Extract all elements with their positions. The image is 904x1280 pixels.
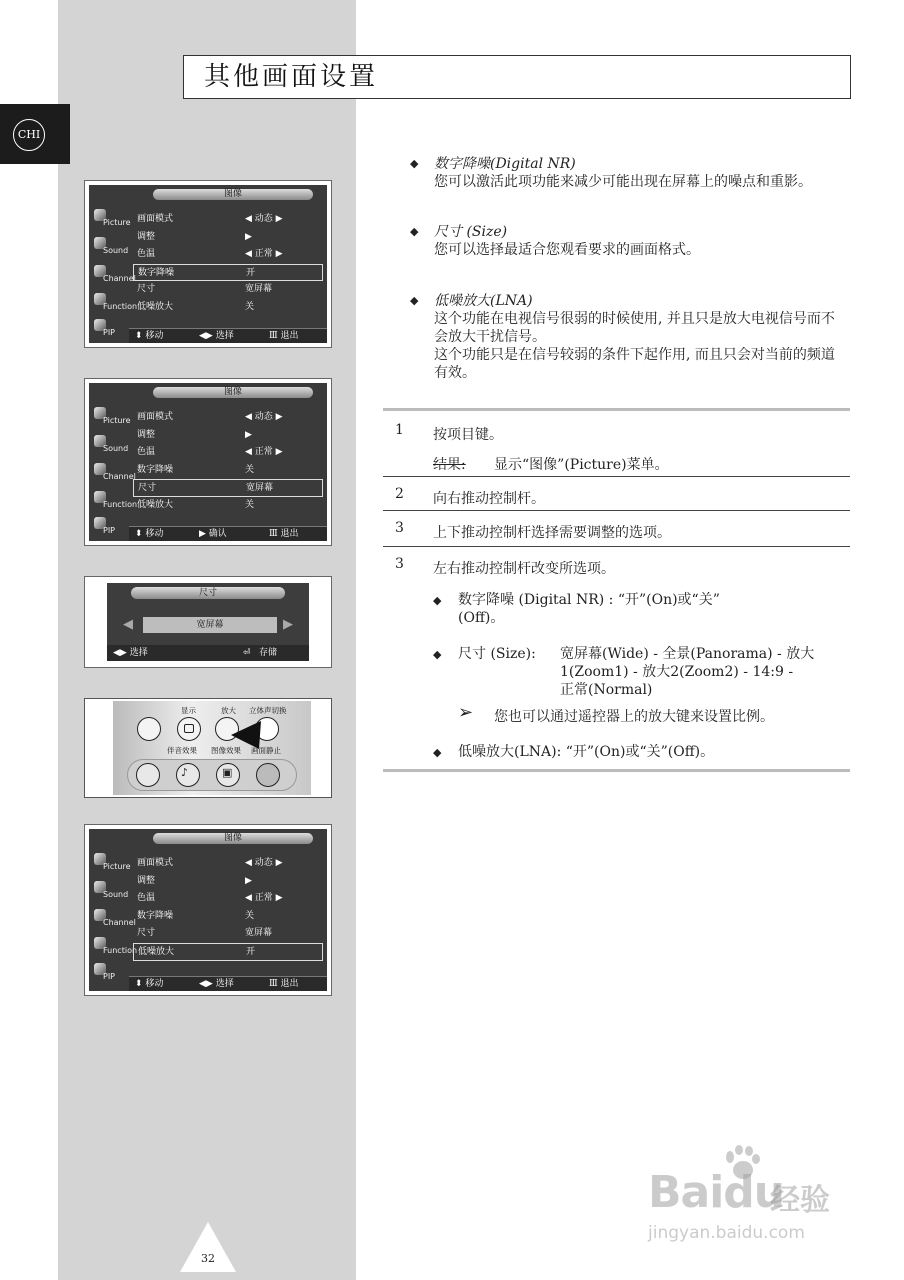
display-button [177,717,201,741]
label-zoom: 放大 [221,706,236,715]
footer-store: 存储 [259,648,278,658]
sidebar-item-function [91,491,138,513]
osd-row [133,873,323,891]
osd-row-value: ◀ 动态 ▶ [245,858,283,868]
osd-row [133,925,323,943]
osd-screen [89,829,327,991]
label-still: 画面静止 [251,746,281,755]
osd-row [133,299,323,317]
osd-row [133,908,323,926]
watermark-url: jingyan.baidu.com [648,1223,805,1243]
option-note: 您也可以通过遥控器上的放大键来设置比例。 [494,709,774,725]
result-label: 结果: [433,457,466,473]
feature-desc-2: 这个功能只是在信号较弱的条件下起作用, 而且只会对当前的频道有效。 [434,347,835,381]
watermark-cn: 经验 [770,1183,830,1218]
osd-rows [133,211,323,317]
osd-row-value: ◀ 正常 ▶ [245,893,283,904]
note-arrow-icon: ➢ [458,702,474,723]
step-text: 向右推动控制杆。 [433,491,545,507]
option-size-2: 1(Zoom1) - 放大2(Zoom2) - 14:9 - [560,664,794,680]
sidebar-item-label: PIP [103,526,116,535]
osd-row [133,462,323,480]
sidebar-item-label: Function [103,500,138,509]
osd-row-value: 关 [245,499,255,510]
osd-row-label: 色温 [137,893,156,904]
picture-effect-button [216,763,240,787]
osd-row-value: ▶ [245,875,252,886]
osd-row-value: 开 [246,946,256,957]
osd-header: 图像 [153,387,313,398]
osd-row-label: 低噪放大 [138,946,175,957]
osd-row [133,211,323,229]
divider [383,476,850,477]
sidebar-item-picture [91,209,129,231]
osd-menu-size [84,378,332,546]
option-size-1: 宽屏幕(Wide) - 全景(Panorama) - 放大 [560,646,815,662]
osd-sidebar [89,847,138,981]
remote-body [113,701,311,795]
osd-row-label: 画面模式 [137,214,174,224]
osd-row-label: 画面模式 [137,412,174,422]
diamond-bullet-icon: ◆ [410,294,419,307]
osd-header: 图像 [153,833,313,844]
feature-title: 低噪放大(LNA) [434,293,533,309]
step-text: 按项目键。 [433,427,503,443]
sidebar-item-label: Function [103,302,138,311]
sidebar-item-channel [91,265,136,287]
label-stereo: 立体声切换 [249,706,287,715]
osd-row-value: 开 [246,267,256,278]
step-number: 2 [395,486,404,502]
osd-row-label: 数字降噪 [137,464,174,475]
osd-row [133,890,323,908]
osd-row-label: 尺寸 [137,284,156,295]
blank-button [137,717,161,741]
osd-menu-lna-on [84,824,332,996]
osd-rows [133,409,323,515]
sidebar-item-label: Channel [103,472,136,481]
label-display: 显示 [181,706,196,715]
osd-footer-item: ⬍ 移动 [135,979,164,989]
osd-footer-item: Ⅲ 退出 [269,979,299,989]
osd-size-header: 尺寸 [131,587,285,599]
osd-row [133,427,323,445]
osd-row-value: ◀ 动态 ▶ [245,214,283,224]
osd-row-label: 调整 [137,875,156,886]
osd-row-value: 宽屏幕 [245,284,273,295]
divider [383,546,850,547]
option-size-label: 尺寸 (Size): [458,646,536,662]
sidebar-item-function [91,937,138,959]
osd-footer-item: ⬍ 移动 [135,331,164,341]
sidebar-item-pip [91,963,129,985]
picture-icon: ▣ [222,766,233,779]
osd-row-label: 数字降噪 [137,910,174,921]
osd-row [133,497,323,515]
osd-row-label: 色温 [137,447,156,458]
osd-row [133,855,323,873]
page-number: 32 [201,1252,215,1265]
sidebar-item-sound [91,237,129,259]
remote-button-1 [136,763,160,787]
language-tab [0,104,70,164]
sidebar-item-label: Channel [103,918,136,927]
sidebar-item-label: Sound [103,444,129,453]
watermark-logo: Baidu [648,1167,785,1218]
sidebar-item-sound [91,435,129,457]
feature-desc-1: 这个功能在电视信号很弱的时候使用, 并且只是放大电视信号而不会放大干扰信号。 [434,311,835,345]
sidebar-item-picture [91,853,129,875]
page-title: 其他画面设置 [183,55,851,99]
diamond-bullet-icon: ◆ [410,157,419,170]
footer-select: ◀▶ 选择 [113,648,148,658]
osd-row [133,943,323,961]
osd-size-footer [107,645,309,661]
step-text: 上下推动控制杆选择需要调整的选项。 [433,525,671,541]
arrow-left-icon: ◀ [123,617,133,632]
osd-row-value: ◀ 正常 ▶ [245,447,283,458]
option-nr-cont: (Off)。 [458,610,505,626]
label-sound-effect: 伴音效果 [167,746,197,755]
osd-row [133,479,323,497]
osd-row-label: 低噪放大 [137,499,174,510]
sidebar-item-channel [91,909,136,931]
sidebar-item-label: Channel [103,274,136,283]
osd-row-value: 宽屏幕 [245,928,273,939]
osd-row-label: 数字降噪 [138,267,175,278]
osd-row-label: 调整 [137,429,156,440]
step-number: 3 [395,556,404,572]
osd-row [133,246,323,264]
diamond-bullet-icon: ◆ [433,594,442,607]
page-number-marker [180,1222,236,1272]
option-nr: 数字降噪 (Digital NR) : “开”(On)或“关” [458,592,720,608]
osd-size-submenu [84,576,332,668]
arrow-right-icon: ▶ [283,617,293,632]
osd-footer [129,328,327,343]
osd-row-label: 尺寸 [138,483,157,494]
osd-row-value: ◀ 动态 ▶ [245,412,283,422]
step-number: 1 [395,422,404,438]
osd-row-label: 画面模式 [137,858,174,868]
display-icon [184,724,194,733]
osd-row-label: 低噪放大 [137,301,174,312]
osd-size-screen [107,583,309,661]
diamond-bullet-icon: ◆ [433,746,442,759]
step-text: 左右推动控制杆改变所选项。 [433,561,615,577]
osd-row-value: ◀ 正常 ▶ [245,249,283,260]
sidebar-item-label: Picture [103,218,131,227]
osd-footer-item: ▶ 确认 [199,529,227,539]
osd-footer-item: Ⅲ 退出 [269,529,299,539]
sidebar-item-pip [91,319,129,341]
sidebar-item-label: PIP [103,972,116,981]
osd-footer-item: ⬍ 移动 [135,529,164,539]
sound-effect-button [176,763,200,787]
osd-screen [89,185,327,343]
osd-row-value: 关 [245,464,255,475]
osd-row-label: 色温 [137,249,156,260]
sidebar-item-label: Sound [103,890,129,899]
divider [383,769,850,772]
sidebar-item-pip [91,517,129,539]
sidebar-item-label: Picture [103,416,131,425]
osd-row-value: 关 [245,301,255,312]
osd-footer-item: ◀▶ 选择 [199,979,234,989]
sidebar-item-label: PIP [103,328,116,337]
pointer-arrow-icon [231,715,271,749]
remote-control-illustration [84,698,332,798]
osd-row-value: ▶ [245,429,252,440]
osd-row-value: ▶ [245,231,252,242]
osd-row [133,409,323,427]
osd-size-value: 宽屏幕 [143,617,277,633]
baidu-watermark [640,1145,860,1255]
sidebar-item-picture [91,407,129,429]
osd-row [133,264,323,282]
divider [383,510,850,511]
step-number: 3 [395,520,404,536]
option-size-3: 正常(Normal) [560,682,653,698]
osd-footer-item: Ⅲ 退出 [269,331,299,341]
sidebar-item-sound [91,881,129,903]
feature-desc: 您可以激活此项功能来减少可能出现在屏幕上的噪点和重影。 [434,174,812,190]
osd-row-value: 关 [245,910,255,921]
osd-sidebar [89,401,138,535]
osd-sidebar [89,203,138,337]
divider [383,408,850,411]
music-note-icon: ♪ [181,766,189,779]
osd-row-value: 宽屏幕 [246,483,274,494]
osd-row [133,281,323,299]
label-picture-effect: 图像效果 [211,746,241,755]
osd-footer [129,976,327,991]
feature-title: 尺寸 (Size) [434,224,508,240]
sidebar-item-label: Picture [103,862,131,871]
option-lna: 低噪放大(LNA): “开”(On)或“关”(Off)。 [458,744,715,760]
osd-footer-item: ◀▶ 选择 [199,331,234,341]
feature-title: 数字降噪(Digital NR) [434,156,576,172]
osd-footer [129,526,327,541]
osd-screen [89,383,327,541]
sidebar-item-function [91,293,138,315]
remote-button-rail [127,759,297,791]
osd-row [133,444,323,462]
osd-row-label: 调整 [137,231,156,242]
osd-header: 图像 [153,189,313,200]
osd-row-label: 尺寸 [137,928,156,939]
result-text: 显示“图像”(Picture)菜单。 [494,457,669,473]
enter-icon: ⏎ [243,648,251,658]
sidebar-item-label: Sound [103,246,129,255]
sidebar-item-label: Function [103,946,138,955]
language-badge: CHI [13,119,45,151]
osd-rows [133,855,323,961]
still-button [256,763,280,787]
sidebar-item-channel [91,463,136,485]
diamond-bullet-icon: ◆ [433,648,442,661]
diamond-bullet-icon: ◆ [410,225,419,238]
feature-desc: 您可以选择最适合您观看要求的画面格式。 [434,242,700,258]
osd-menu-nr-on [84,180,332,348]
osd-row [133,229,323,247]
